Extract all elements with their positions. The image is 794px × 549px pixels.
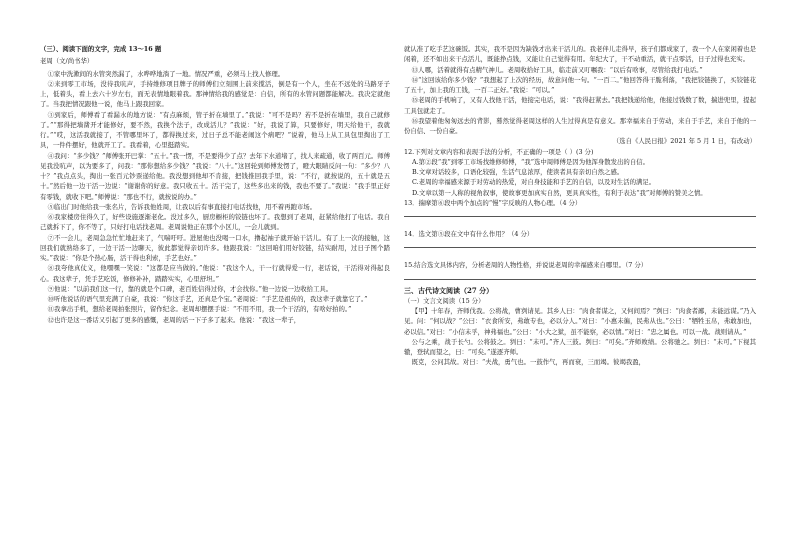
section-3-heading: 三、古代诗文阅读（27 分） (404, 285, 494, 295)
paragraph: ③到家后，师傅看了看漏水的地方说：“有点麻烦，管子折在墙里了。”我说：“可不是吗？若不是折在墙里，我自己就修了。”“那得把墙凿开才能修好，要不然，我换个法子，改成活儿？”我说：“好，我说了算，只要修好，明天给他干，我就行。”“哎，这活我就接了，不管哪里坏了，都得换过来，过日子总不能老闹这个病吧？”说着，他马上从工具包里掏出了工具，一件件摆好，他就开工了。我看着，心里挺踏实。 (40, 110, 390, 150)
classical-text: 【甲】十年春，齐师伐我。公将战，曹刿请见。其乡人曰：“肉食者谋之，又何间焉？”刿曰：“肉食者鄙，未能远谋。”乃入见。问：“何以战？”公曰：“衣食所安，弗敢专也，必以分人。”对曰：“小惠未徧，民弗从也。”公曰：“牺牲玉帛，弗敢加也，必以信。”对曰：“小信未孚，神弗福也。”公曰：“小大之狱，虽不能察，必以情。”对曰：“忠之属也。可以一战。战则请从。” (404, 307, 756, 336)
paragraph: ⑨他说：“以前我们这一行，靠的就是个口碑，老百姓信得过你，才会找你。”他一边说一边收拾工具。 (47, 284, 333, 293)
paragraph: 就认准了吃手艺这碗饭。其实，我不是因为缺钱才出来干活儿的。我老伴儿走得早，孩子们都成家了，我一个人在家闲着也是闲着，还不如出来干点活儿，既能挣点钱，又能让自己觉得有用。年纪大了，干不动重活，就干点零活，日子过得也充实。 (404, 45, 756, 64)
classical-text: 既克，公问其故。对曰：“夫战，勇气也。一鼓作气，再而衰，三而竭。彼竭我盈， (411, 358, 645, 367)
paragraph: ⑩听他说话的语气里充满了自豪，我说：“你这手艺，还真是个宝。”老周说：“手艺是祖传的，我这辈子就靠它了。” (47, 295, 368, 303)
paragraph: ⑦不一会儿，老周急急忙忙地赶来了，气喘吁吁。进屋他也没喝一口水，撸起袖子就开始干活儿。有了上一次的接触，这回我们就熟络多了，一边干活一边聊天，彼此都觉得亲切许多。他跟我说：“这回咱们用好铰链，结实耐用，过日子图个踏实。”我说：“你是个热心肠，活干得也利索，手艺也好。” (40, 233, 390, 262)
paragraph: ⑥我家楼房住得久了，好些设施逐渐老化。没过多久，厨房橱柜的铰链也坏了。我想到了老周，赶紧给他打了电话。我自己就拆下了，你不等了，只好打电话找老周。老周说他正在那个小区儿，一会儿就到。 (40, 213, 390, 232)
paragraph: ①家中洗漱间的水管突然漏了，水哗哗地淌了一地。情况严重，必须马上找人修理。 (47, 69, 285, 78)
paragraph: ②来到零工市场，没待我吭声，手持维修项目牌子的师傅们立刻围上前来揽活，倒是有一个人，坐在不远处的马路牙子上，低着头，看上去六十岁左右，面无表情地眼着我。那神情给我的感觉是：自信，所有的水管问题都能解决。我决定就他了。当我把情况跟他一说，他马上跟我回家。 (40, 79, 390, 109)
subsection-heading: （一）文言文阅读（15 分） (404, 296, 485, 305)
answer-line[interactable] (404, 279, 756, 280)
article-title: 老周（文/尚书华） (40, 57, 94, 66)
paragraph: ⑪我拿出手机，想给老周拍张照片，留作纪念。老周却摆摆手说：“不用不用，我一个干活的，有啥好拍的。” (47, 305, 352, 314)
question-12: 12.下列对文章内容和表现手法的分析，不正确的一项是（ ）(3 分) (404, 147, 594, 156)
paragraph: ④我问：“多少钱？”师傅张开巴掌：“五十。”我一愣，不是要得少了点？去年下水道堵了，找人来疏通，收了两百元。师傅见我没吭声，以为要多了，问我：“那你想给多少钱？”我说：“八十。”这回轮到师傅发愣了，瞪大眼睛反问一句：“多少？八十？”我点点头，掏出一张百元钞票递给他。我没想到他却不肯接，把钱推回我手里，说：“不行，就按说的，五十就是五十。”然后他一边干活一边说：“谢谢你的好意。我只收五十。活干完了，这些多出来的钱，我也不要了。”我说：“我手里正好有零钱，就收下吧。”师傅说：“那也不行，就按说的办。” (40, 151, 390, 201)
paragraph: ⑧我夸他真仗义，他嘿嘿一笑说：“这都是应当做的。”他说：“我这个人，干一行就得爱一行，老话说，干活得对得起良心。我这辈子，凭手艺吃饭，修修补补，踏踏实实，心里舒坦。” (40, 264, 390, 283)
paragraph: ⑮老周的手机响了，又有人找他干活，他接完电话，说：“我得赶紧去。”我把钱递给他，他接过钱数了数，揣进兜里，提起工具包就走了。 (404, 96, 756, 115)
paragraph: ⑭“这回该给你多少钱？”我想起了上次的经历，故意问他一句。“一百二。”他回答得干脆利落，“我把铰链换了，买铰链花了五十，加上我的工钱，一百二正好。”我说：“可以。” (404, 75, 756, 94)
paragraph: ⑯我望着他匆匆远去的背影，蓦然觉得老周这样的人生过得真是有意义。那幸福来自于劳动，来自于手艺，来自于他的一份自信、一份自豪。 (404, 116, 756, 135)
option-b: B.文章对话较多，口语化较强，生活气息浓厚，使读者具有亲切自然之感。 (412, 168, 624, 176)
option-c: C.老周的幸福感来源于对劳动的热爱，对自身技能和手艺的自信，以及对生活的满足。 (412, 178, 656, 187)
option-d: D.文章以第一人称的视角叙事，使故事更加真实自然，更具真实性，有利于表达“我”对师傅的赞美之情。 (412, 188, 707, 197)
paragraph: ⑤临出门时他给我一张名片，告诉我他姓周，让我以后有事直接打电话找他，用不着再跑市场。 (47, 202, 317, 211)
question-14: 14．选文第⑤段在文中有什么作用？（4 分） (404, 230, 534, 238)
paragraph: ⑫也许是这一番话又引起了更多的感慨，老周的话一下子多了起来。他说：“我这一辈子， (47, 315, 301, 324)
option-a: A.第②段“我”到零工市场找维修师傅，“我”选中周师傅是因为他浑身散发出的自信。 (412, 157, 649, 166)
question-13: 13．揣摩第⑥段中两个加点的“慢”字反映的人物心理。（4 分） (404, 198, 582, 207)
answer-line[interactable] (404, 216, 756, 217)
right-column (404, 44, 756, 368)
paragraph: ⑬人哪，活着就得有点精气神儿。老周收拾好工具，临走前又叮嘱我：“以后有啥事，尽管给我打电话。” (411, 65, 703, 74)
classical-text: 公与之乘，战于长勺。公将鼓之。刿曰：“未可。”齐人三鼓。刿曰：“可矣。”齐师败绩。公将驰之。刿曰：“未可。”下视其辙，登轼而望之，曰：“可矣。”遂逐齐师。 (404, 337, 756, 356)
question-15: 15.结合选文具体内容，分析老周的人物性格，并说说老周的幸福感来自哪里。（7 分） (404, 261, 648, 270)
section-header: （三）、阅读下面的文字，完成 13～16 题 (40, 45, 162, 53)
left-column (40, 44, 390, 325)
source-note: （选自《人民日报》2021 年 5 月 1 日，有改动） (612, 137, 756, 146)
answer-line[interactable] (404, 247, 756, 248)
